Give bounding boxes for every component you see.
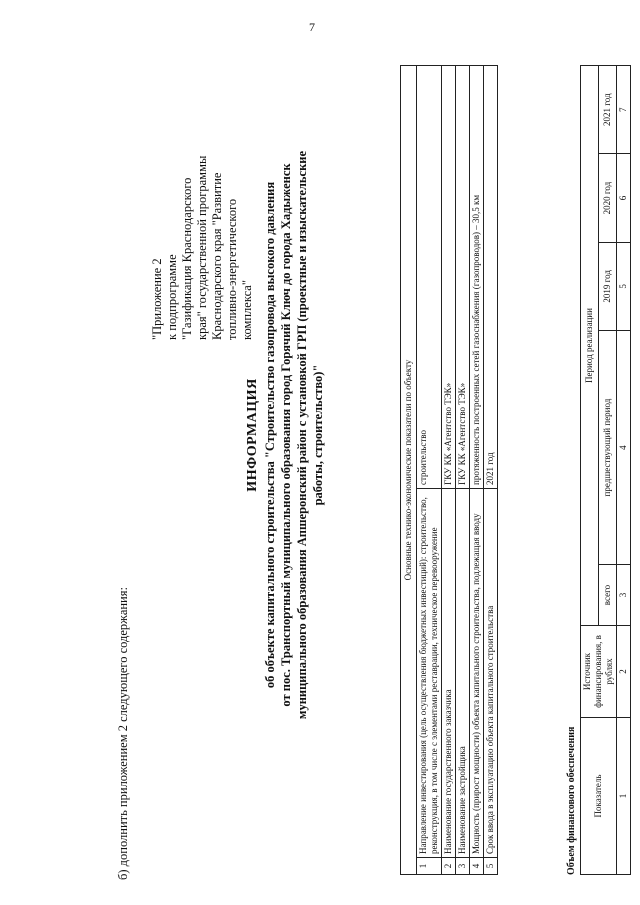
col-source: Источник финансирования, в рублях [581, 626, 617, 718]
col-year: 2021 год [599, 66, 617, 154]
row-number: 5 [484, 858, 498, 875]
heading-title: ИНФОРМАЦИЯ [245, 378, 260, 492]
table-row [456, 66, 470, 875]
heading-line: муниципального образования Апшеронский район с установкой ГРП (проектные и изыскательские [295, 150, 309, 720]
row-number: 2 [442, 858, 456, 875]
col-period: Период реализации [581, 66, 599, 626]
heading-line: работы, строительство)" [311, 364, 325, 506]
appendix-line: "Приложение 2 [150, 258, 164, 340]
heading-line: об объекте капитального строительства "Строительство газопровода высокого давления [263, 181, 277, 689]
appendix-line: Краснодарского края "Развитие [210, 172, 224, 340]
row-label: Срок ввода в эксплуатацию объекта капитального строительства [484, 489, 498, 858]
column-number: 7 [617, 66, 631, 154]
column-number: 2 [617, 626, 631, 718]
col-year: 2020 год [599, 154, 617, 242]
col-year: 2019 год [599, 242, 617, 330]
financing-heading: Объем финансового обеспечения [566, 726, 577, 875]
table-row [484, 66, 498, 875]
col-total: всего [599, 565, 617, 626]
row-value: 2021 год [484, 66, 498, 489]
column-number: 3 [617, 565, 631, 626]
appendix-line: комплекса" [240, 280, 254, 340]
col-indicator: Показатель [581, 718, 617, 875]
row-number: 1 [417, 858, 442, 875]
rotated-page-content [50, 30, 628, 880]
column-number: 1 [617, 718, 631, 875]
indicators-caption: Основные технико-экономические показатели по объекту [401, 66, 417, 875]
row-value: протяженность построенных сетей газоснабжения (газопроводов) – 30,5 км [470, 66, 484, 489]
indicators-table [400, 65, 498, 875]
financing-table [580, 65, 631, 875]
col-previous: предшествующий период [599, 331, 617, 565]
appendix-line: "Газификация Краснодарского [180, 177, 194, 340]
row-value: строительство [417, 66, 442, 489]
appendix-line: топливно-энергетического [225, 198, 239, 340]
appendix-line: к подпрограмме [165, 254, 179, 340]
page-number: 7 [309, 20, 315, 34]
table-row [470, 66, 484, 875]
row-label: Наименование государственного заказчика [442, 489, 456, 858]
intro-text: б) дополнить приложением 2 следующего содержания: [116, 587, 130, 880]
document-heading [245, 110, 326, 760]
row-value: ГКУ КК «Агентство ТЭК» [456, 66, 470, 489]
column-number: 6 [617, 154, 631, 242]
table-row [417, 66, 442, 875]
row-number: 3 [456, 858, 470, 875]
column-number: 4 [617, 331, 631, 565]
appendix-line: края" государственной программы [195, 155, 209, 340]
table-row [442, 66, 456, 875]
row-number: 4 [470, 858, 484, 875]
heading-line: от пос. Транспортный муниципального образования город Горячий Ключ до города Хадыженск [279, 163, 293, 707]
row-label: Наименование застройщика [456, 489, 470, 858]
row-value: ГКУ КК «Агентство ТЭК» [442, 66, 456, 489]
column-number: 5 [617, 242, 631, 330]
appendix-note [150, 110, 255, 340]
row-label: Направление инвестирования (цель осуществления бюджетных инвестиций): строительство, реконструкция, в том числе с элементами реставрации, техническое перевооружение [417, 489, 442, 858]
row-label: Мощность (прирост мощности) объекта капитального строительства, подлежащая вводу [470, 489, 484, 858]
